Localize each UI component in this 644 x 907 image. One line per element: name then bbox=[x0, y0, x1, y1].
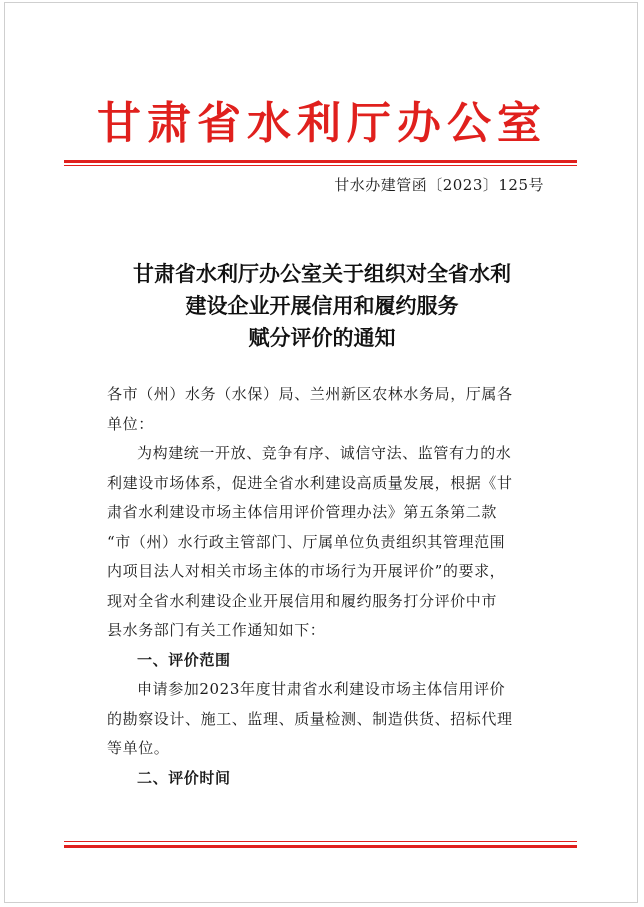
paragraph-line: 县水务部门有关工作通知如下： bbox=[107, 621, 326, 639]
footer-red-rule-thin bbox=[64, 841, 577, 842]
paragraph-line: 利建设市场体系，促进全省水利建设高质量发展，根据《甘 bbox=[107, 473, 513, 492]
document-title bbox=[0, 258, 644, 354]
title-line: 甘肃省水利厅办公室关于组织对全省水利 bbox=[133, 261, 511, 286]
paragraph-line: “市（州）水行政主管部门、厅属单位负责组织其管理范围 bbox=[107, 532, 506, 551]
document-number: 甘水办建管函〔2023〕125号 bbox=[334, 176, 544, 194]
document-body bbox=[107, 380, 547, 793]
paragraph-line: 内项目法人对相关市场主体的市场行为开展评价”的要求， bbox=[107, 562, 506, 580]
title-line: 赋分评价的通知 bbox=[248, 325, 396, 350]
recipients-line: 各市（州）水务（水保）局、兰州新区农林水务局，厅属各 bbox=[107, 385, 513, 403]
section-heading-time: 二、评价时间 bbox=[137, 768, 231, 787]
footer-red-rule-thick bbox=[64, 845, 577, 848]
title-line: 建设企业开展信用和履约服务 bbox=[185, 293, 459, 318]
issuing-organization-title: 甘肃省水利厅办公室 bbox=[97, 98, 547, 149]
paragraph-line: 肃省水利建设市场主体信用评价管理办法》第五条第二款 bbox=[107, 503, 498, 521]
paragraph-line: 的勘察设计、施工、监理、质量检测、制造供货、招标代理 bbox=[107, 709, 513, 728]
header-red-rule-thick bbox=[64, 160, 577, 163]
paragraph-line: 等单位。 bbox=[107, 739, 170, 757]
paragraph-line: 为构建统一开放、竞争有序、诚信守法、监管有力的水 bbox=[137, 444, 512, 462]
paragraph-line: 现对全省水利建设企业开展信用和履约服务打分评价中市 bbox=[107, 591, 498, 610]
recipients-line: 单位： bbox=[107, 414, 154, 433]
paragraph-line: 申请参加2023年度甘肃省水利建设市场主体信用评价 bbox=[137, 680, 506, 698]
header-red-rule-thin bbox=[64, 165, 577, 166]
section-heading-scope: 一、评价范围 bbox=[137, 650, 231, 669]
